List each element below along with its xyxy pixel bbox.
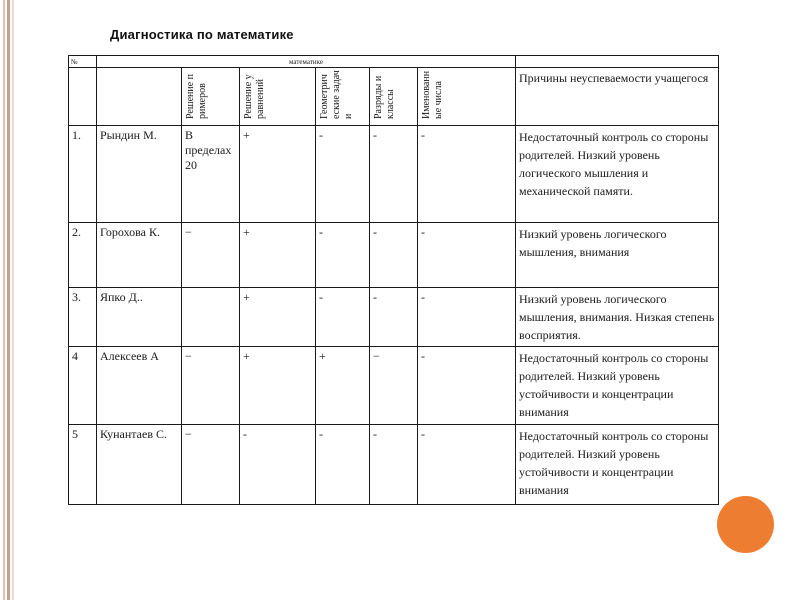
rotated-header-label: Геометрические задачи: [319, 70, 354, 119]
rotated-header-label: Именованные числа: [421, 70, 444, 119]
mark-cell: +: [240, 288, 316, 347]
column-header-named-numbers: [418, 68, 516, 126]
group-header: математике: [97, 56, 516, 68]
mark-cell: -: [316, 288, 370, 347]
row-number-cell: 3.: [69, 288, 97, 347]
rotated-header-label: Разряды и классы: [373, 75, 396, 119]
reason-cell: Недостаточный контроль со стороны родителей. Низкий уровень устойчивости и концентрации внимания: [516, 425, 719, 505]
table-header-top-row: [69, 56, 719, 68]
reason-cell: Недостаточный контроль со стороны родителей. Низкий уровень логического мышления и механической памяти.: [516, 126, 719, 223]
student-name-cell: Япко Д..: [97, 288, 182, 347]
table-header-row: [69, 68, 719, 126]
student-name-cell: Кунантаев С.: [97, 425, 182, 505]
left-decorative-stripe: [3, 0, 5, 600]
mark-cell: +: [316, 347, 370, 425]
page-title: Диагностика по математике: [110, 27, 294, 42]
student-name-cell: Рындин М.: [97, 126, 182, 223]
mark-cell: [182, 288, 240, 347]
rotated-header-label: Решение уравнений: [243, 74, 266, 119]
column-header-examples: [182, 68, 240, 126]
mark-cell: -: [418, 223, 516, 288]
row-number-cell: 2.: [69, 223, 97, 288]
mark-cell: +: [240, 126, 316, 223]
mark-cell: +: [240, 223, 316, 288]
accent-circle: [717, 496, 774, 553]
mark-cell: −: [182, 347, 240, 425]
left-decorative-stripe: [7, 0, 10, 600]
column-header-geometry: [316, 68, 370, 126]
table-row: [69, 347, 719, 425]
mark-cell: -: [418, 347, 516, 425]
mark-cell: −: [182, 223, 240, 288]
column-header-digits: [370, 68, 418, 126]
mark-cell: -: [240, 425, 316, 505]
table-row: [69, 288, 719, 347]
row-number-cell: 5: [69, 425, 97, 505]
mark-cell: -: [370, 223, 418, 288]
student-name-cell: Алексеев А: [97, 347, 182, 425]
mark-cell: −: [370, 347, 418, 425]
row-number-cell: 1.: [69, 126, 97, 223]
name-column-header: [97, 68, 182, 126]
num-column-header: [69, 68, 97, 126]
table-row: [69, 126, 719, 223]
mark-cell: -: [370, 425, 418, 505]
column-header-equations: [240, 68, 316, 126]
causes-column-header: Причины неуспеваемости учащегося: [516, 68, 719, 126]
mark-cell: -: [418, 288, 516, 347]
empty-header-cell: [516, 56, 719, 68]
mark-cell: -: [370, 288, 418, 347]
mark-cell: −: [182, 425, 240, 505]
table-row: [69, 223, 719, 288]
reason-cell: Недостаточный контроль со стороны родителей. Низкий уровень устойчивости и концентрации внимания: [516, 347, 719, 425]
corner-number-header: №: [69, 56, 97, 68]
mark-cell: -: [418, 425, 516, 505]
mark-cell: -: [316, 223, 370, 288]
mark-cell: В пределах 20: [182, 126, 240, 223]
rotated-header-label: Решение примеров: [185, 74, 208, 119]
left-decorative-stripe: [12, 0, 14, 600]
student-name-cell: Горохова К.: [97, 223, 182, 288]
mark-cell: -: [316, 425, 370, 505]
mark-cell: -: [370, 126, 418, 223]
table-row: [69, 425, 719, 505]
row-number-cell: 4: [69, 347, 97, 425]
diagnostics-table: [68, 55, 719, 505]
mark-cell: +: [240, 347, 316, 425]
mark-cell: -: [418, 126, 516, 223]
reason-cell: Низкий уровень логического мышления, внимания. Низкая степень восприятия.: [516, 288, 719, 347]
reason-cell: Низкий уровень логического мышления, внимания: [516, 223, 719, 288]
mark-cell: -: [316, 126, 370, 223]
